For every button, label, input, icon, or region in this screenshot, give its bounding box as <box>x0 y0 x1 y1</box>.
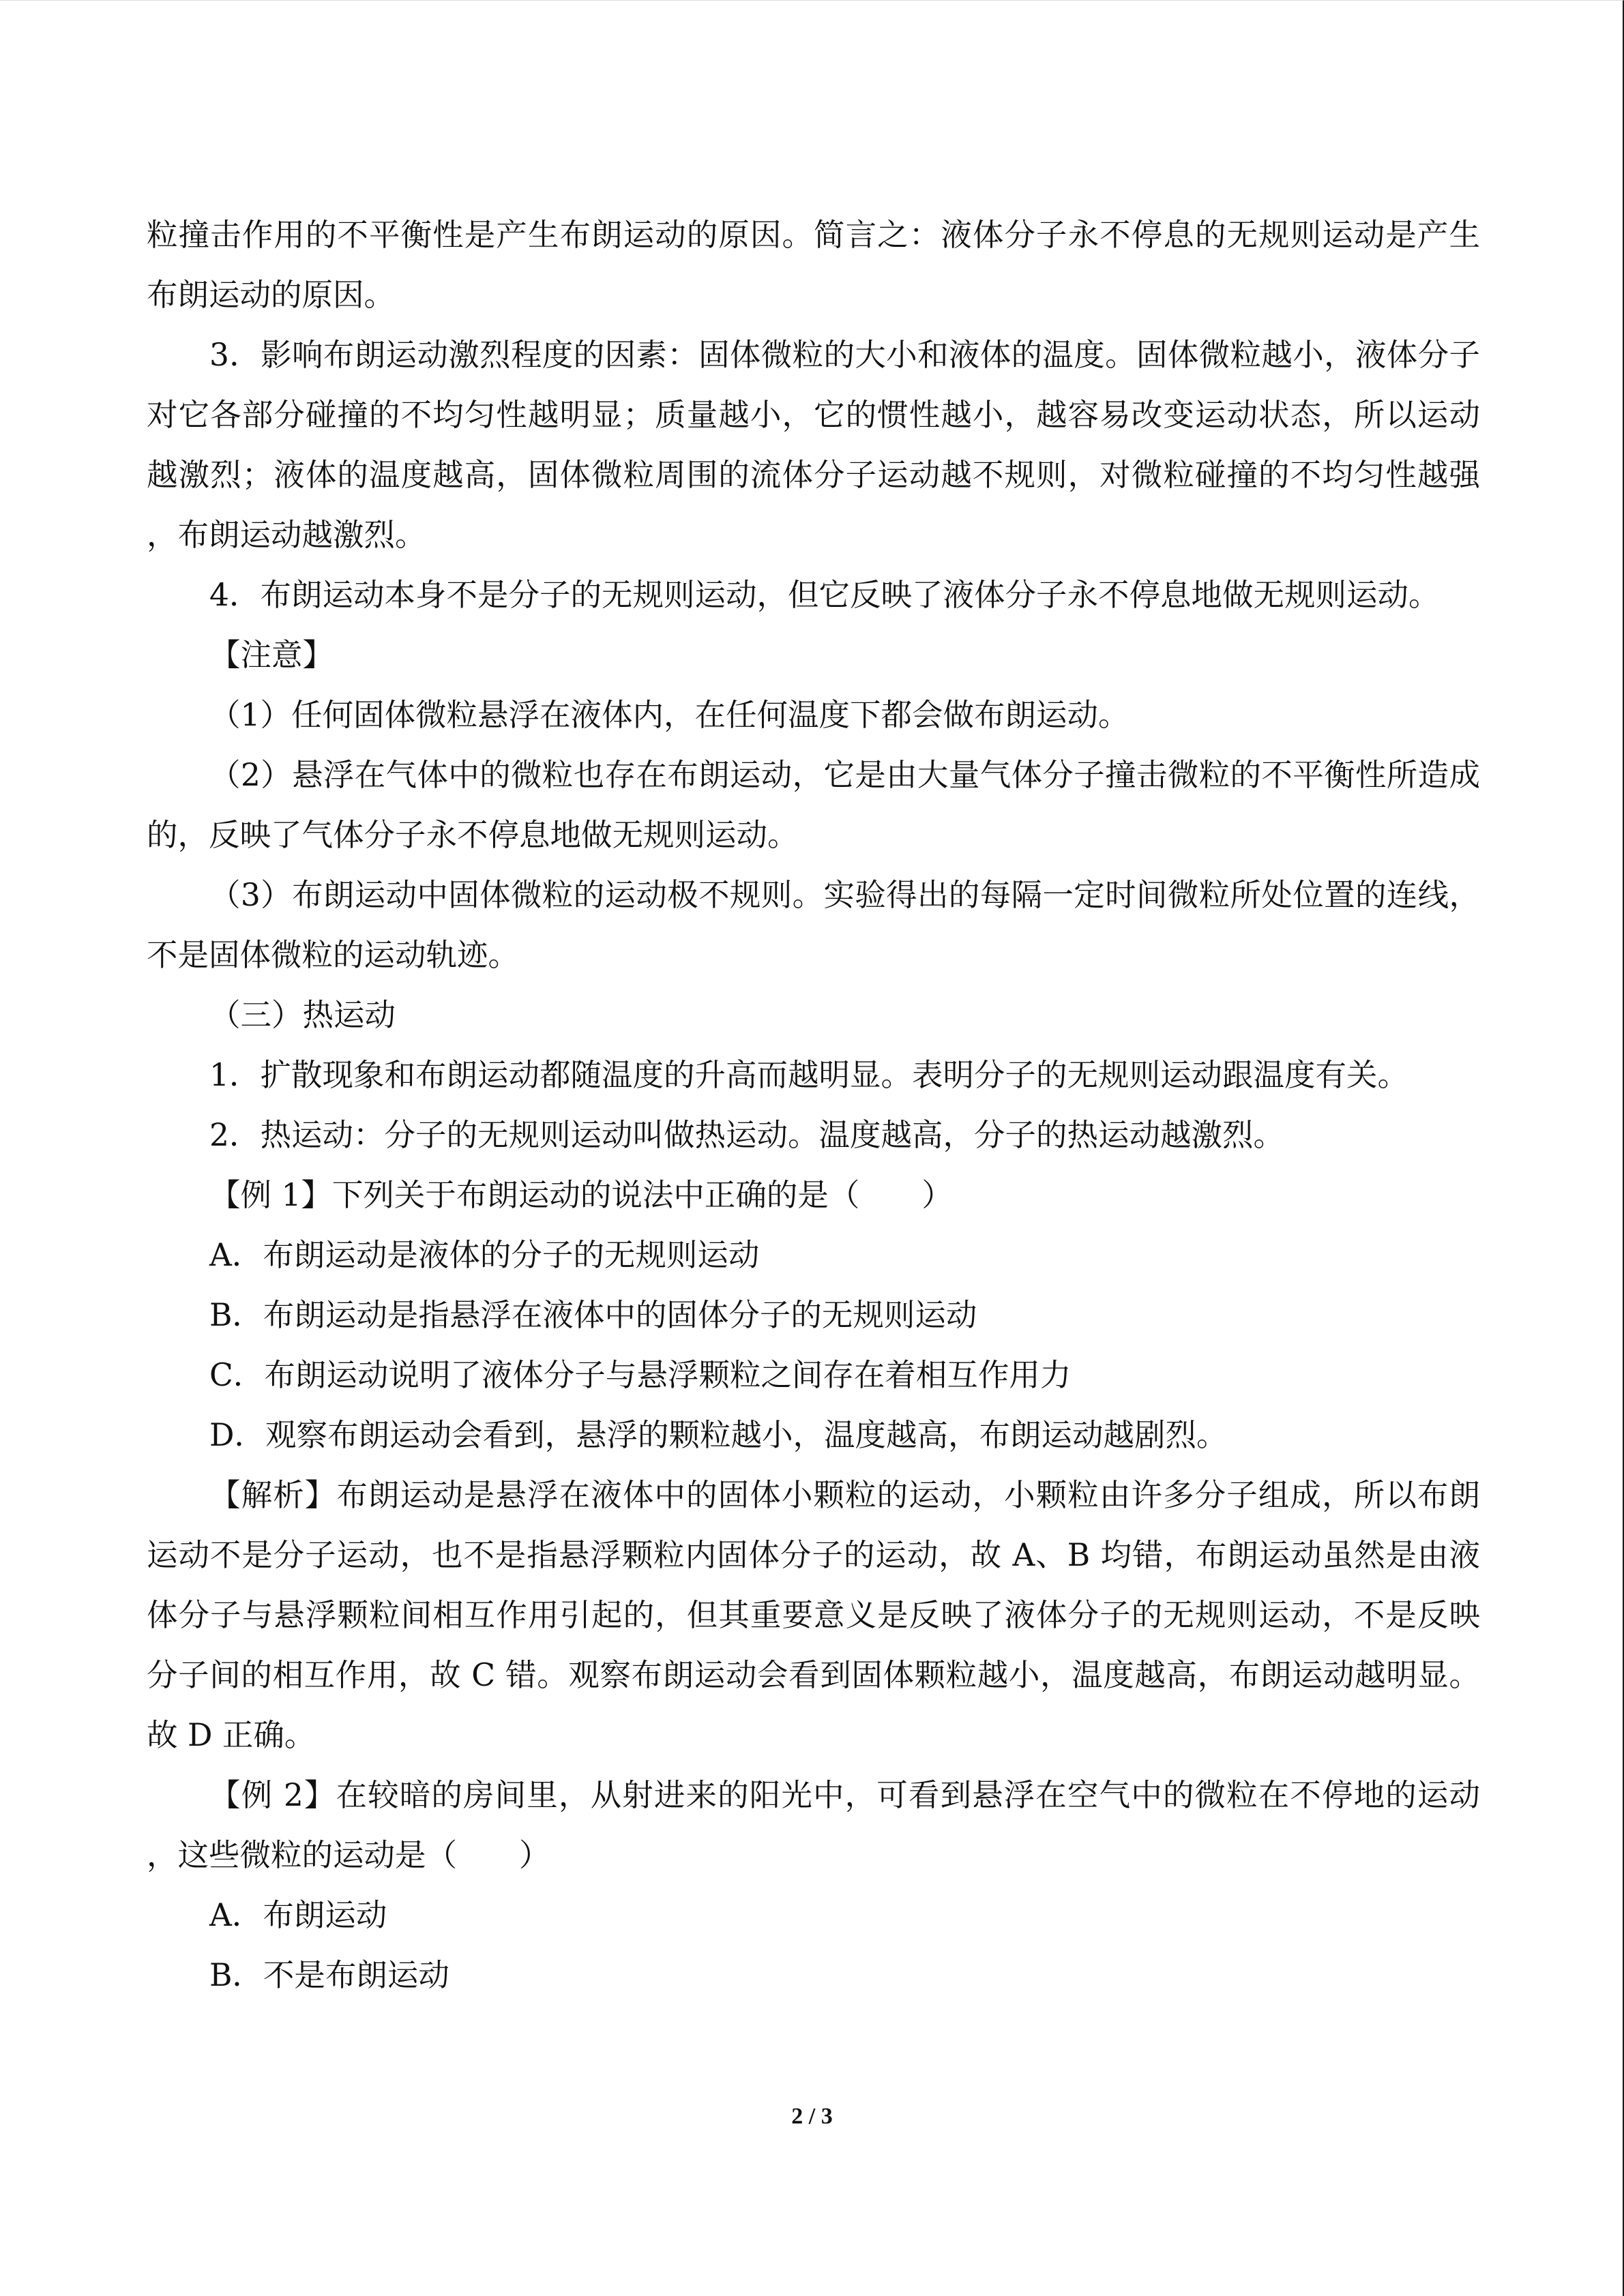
example-2-option-b: B．不是布朗运动 <box>209 1957 449 1993</box>
paragraph-brownian-not-molecular: 4．布朗运动本身不是分子的无规则运动，但它反映了液体分子永不停息地做无规则运动。 <box>209 577 1440 613</box>
example-1-option-a: A．布朗运动是液体的分子的无规则运动 <box>209 1237 760 1273</box>
note-item-2: （2）悬浮在气体中的微粒也存在布朗运动，它是由大量气体分子撞击微粒的不平衡性所造成的，反映了气体分子永不停息地做无规则运动。 <box>147 757 1480 853</box>
note-item-1: （1）任何固体微粒悬浮在液体内，在任何温度下都会做布朗运动。 <box>209 697 1130 733</box>
example-1-option-c: C．布朗运动说明了液体分子与悬浮颗粒之间存在着相互作用力 <box>209 1357 1072 1393</box>
page-number: 2 / 3 <box>791 2104 833 2129</box>
example-2-option-a: A．布朗运动 <box>209 1897 387 1933</box>
paragraph-factors-intensity: 3．影响布朗运动激烈程度的因素：固体微粒的大小和液体的温度。固体微粒越小，液体分子对它各部分碰撞的不均匀性越明显；质量越小，它的惯性越小，越容易改变运动状态，所以运动越激烈；液体的温度越高，固体微粒周围的流体分子运动越不规则，对微粒碰撞的不均匀性越强，布朗运动越激烈。 <box>147 337 1480 553</box>
example-1-question: 【例 1】下列关于布朗运动的说法中正确的是（ ） <box>209 1177 953 1213</box>
thermal-point-1: 1．扩散现象和布朗运动都随温度的升高而越明显。表明分子的无规则运动跟温度有关。 <box>209 1057 1408 1093</box>
example-2-question: 【例 2】在较暗的房间里，从射进来的阳光中，可看到悬浮在空气中的微粒在不停地的运动，这些微粒的运动是（ ） <box>147 1777 1480 1873</box>
note-item-3: （3）布朗运动中固体微粒的运动极不规则。实验得出的每隔一定时间微粒所处位置的连线，不是固体微粒的运动轨迹。 <box>147 877 1480 973</box>
heading-note: 【注意】 <box>209 637 334 673</box>
document-body <box>147 205 1480 2006</box>
example-1-option-b: B．布朗运动是指悬浮在液体中的固体分子的无规则运动 <box>209 1297 977 1333</box>
section-heading-thermal-motion: （三）热运动 <box>209 997 396 1033</box>
example-1-analysis: 【解析】布朗运动是悬浮在液体中的固体小颗粒的运动，小颗粒由许多分子组成，所以布朗运动不是分子运动，也不是指悬浮颗粒内固体分子的运动，故 A、B 均错，布朗运动虽然是由液体分子与悬浮颗粒间相互作用引起的，但其重要意义是反映了液体分子的无规则运动，不是反映分子间的相互作用，故 C 错。观察布朗运动会看到固体颗粒越小，温度越高，布朗运动越明显。故 D 正确。 <box>147 1477 1480 1753</box>
example-1-option-d: D．观察布朗运动会看到，悬浮的颗粒越小，温度越高，布朗运动越剧烈。 <box>209 1417 1228 1453</box>
thermal-point-2: 2．热运动：分子的无规则运动叫做热运动。温度越高，分子的热运动越激烈。 <box>209 1117 1284 1153</box>
paragraph-brownian-cause-continued: 粒撞击作用的不平衡性是产生布朗运动的原因。简言之：液体分子永不停息的无规则运动是产生布朗运动的原因。 <box>147 217 1480 313</box>
